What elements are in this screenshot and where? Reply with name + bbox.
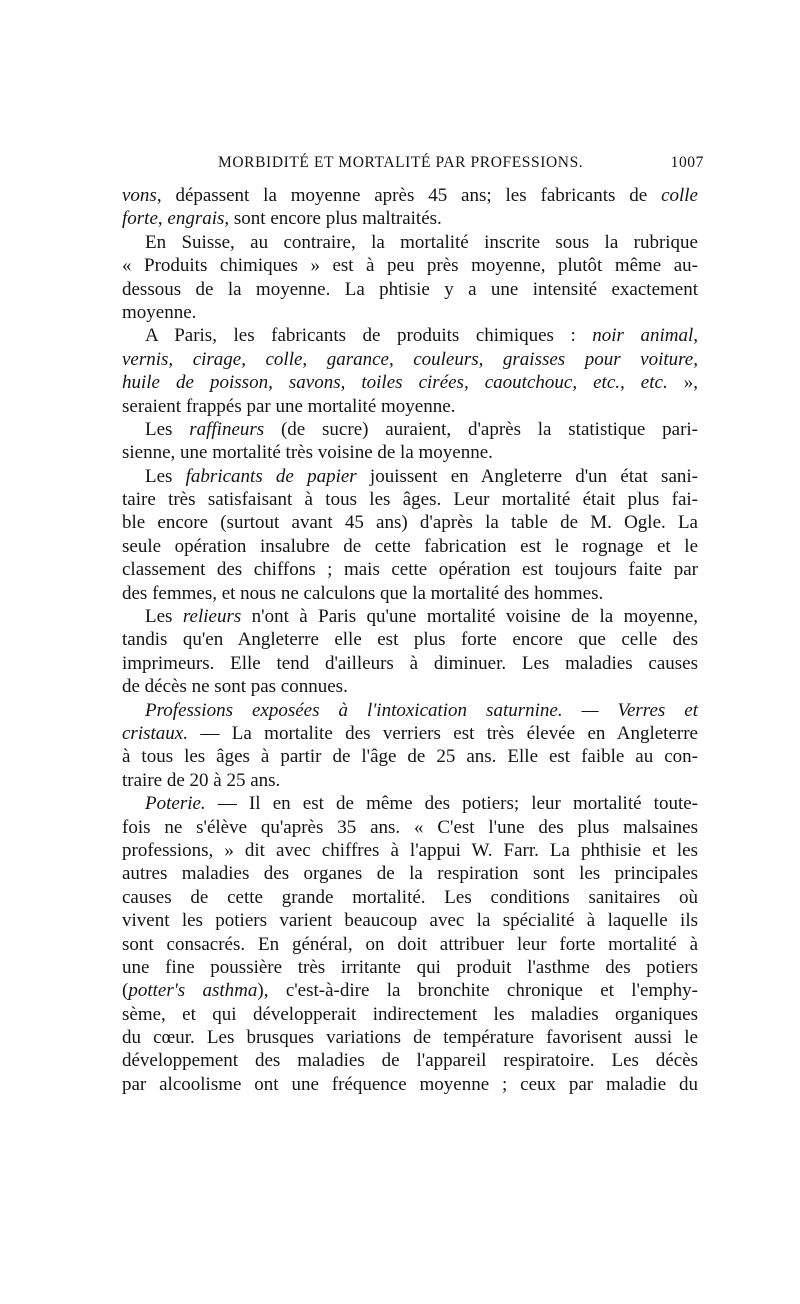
italic-text: vernis, cirage, colle, garance, couleurs, graisses pour voiture, <box>122 348 698 370</box>
text-segment: causes de cette grande mortalité. Les conditions sanitaires où <box>122 886 698 908</box>
text-line <box>122 862 698 885</box>
text-segment: Les <box>145 465 186 487</box>
text-segment: tandis qu'en Angleterre elle est plus forte encore que celle des <box>122 629 698 651</box>
text-line <box>122 909 698 932</box>
text-segment: ), c'est-à-dire la bronchite chronique et l'emphy- <box>257 980 698 1002</box>
text-segment: sienne, une mortalité très voisine de la moyenne. <box>122 442 493 464</box>
italic-text: Poterie. <box>145 793 206 815</box>
text-segment: Les <box>145 418 190 440</box>
text-segment: , dépassent la moyenne après 45 ans; les fabricants de <box>156 185 662 206</box>
text-line <box>122 348 698 371</box>
italic-text: relieurs <box>182 606 242 628</box>
running-head: MORBIDITÉ ET MORTALITÉ PAR PROFESSIONS. <box>218 154 584 171</box>
text-line <box>122 231 698 254</box>
text-line <box>122 582 698 605</box>
text-line <box>122 839 698 862</box>
text-line <box>122 722 698 745</box>
text-line <box>122 979 698 1002</box>
text-segment: A Paris, les fabricants de produits chimiques : <box>145 325 593 347</box>
text-line <box>122 254 698 277</box>
text-segment: sont consacrés. En général, on doit attribuer leur forte mortalité à <box>122 933 698 955</box>
text-segment: (de sucre) auraient, d'après la statistique pari- <box>264 418 698 440</box>
text-line <box>122 371 698 394</box>
text-segment: traire de 20 à 25 ans. <box>122 769 281 791</box>
text-line <box>122 886 698 909</box>
text-segment: Les <box>145 606 183 628</box>
text-line <box>122 558 698 581</box>
text-segment: — Il en est de même des potiers; leur mortalité toute- <box>205 793 698 815</box>
italic-text: vons <box>122 185 157 206</box>
text-line <box>122 933 698 956</box>
text-line <box>122 956 698 979</box>
text-segment: seule opération insalubre de cette fabrication est le rognage et le <box>122 535 698 557</box>
text-segment: vivent les potiers varient beaucoup avec la spécialité à laquelle ils <box>122 910 698 932</box>
text-segment: , sont encore plus maltraités. <box>224 208 442 230</box>
text-line <box>122 441 698 464</box>
text-line <box>122 278 698 301</box>
text-segment: par alcoolisme ont une fréquence moyenne ; ceux par maladie du <box>122 1073 698 1095</box>
italic-text: raffineurs <box>189 418 265 440</box>
text-segment: dessous de la moyenne. La phtisie y a une intensité exactement <box>122 278 698 300</box>
text-line <box>122 1026 698 1049</box>
text-line <box>122 1003 698 1026</box>
text-segment: En Suisse, au contraire, la mortalité inscrite sous la rubrique <box>145 231 698 253</box>
text-segment: moyenne. <box>122 301 197 323</box>
italic-text: engrais <box>167 208 225 230</box>
text-segment: une fine poussière très irritante qui produit l'asthme des potiers <box>122 956 698 978</box>
text-segment: à tous les âges à partir de l'âge de 25 ans. Elle est faible au con- <box>122 746 698 768</box>
text-line <box>122 488 698 511</box>
text-segment: développement des maladies de l'appareil respiratoire. Les décès <box>122 1050 698 1072</box>
text-line <box>122 745 698 768</box>
text-line <box>122 816 698 839</box>
text-segment: autres maladies des organes de la respiration sont les principales <box>122 863 698 885</box>
text-segment: seraient frappés par une mortalité moyenne. <box>122 395 456 417</box>
text-line <box>122 628 698 651</box>
italic-text: huile de poisson, savons, toiles cirées, caoutchouc, etc., etc. <box>122 372 668 394</box>
text-line <box>122 184 698 207</box>
italic-text: fabricants de papier <box>185 465 357 487</box>
text-segment: sème, et qui développerait indirectement les maladies organiques <box>122 1003 698 1025</box>
italic-text: potter's asthma <box>128 980 258 1002</box>
text-line <box>122 395 698 418</box>
text-line <box>122 324 698 347</box>
text-segment: imprimeurs. Elle tend d'ailleurs à diminuer. Les maladies causes <box>122 652 698 674</box>
italic-text: Professions exposées à l'intoxication saturnine. — Verres et <box>145 699 698 721</box>
text-line <box>122 792 698 815</box>
text-segment: de décès ne sont pas connues. <box>122 676 348 698</box>
text-line <box>122 1073 698 1096</box>
text-segment: des femmes, et nous ne calculons que la mortalité des hommes. <box>122 582 604 604</box>
text-segment: ( <box>122 980 129 1002</box>
text-segment: fois ne s'élève qu'après 35 ans. « C'est l'une des plus malsaines <box>122 816 698 838</box>
text-line <box>122 301 698 324</box>
text-segment: « Produits chimiques » est à peu près moyenne, plutôt même au- <box>122 255 698 277</box>
italic-text: cristaux. <box>122 722 188 744</box>
body-text <box>122 184 698 1096</box>
text-line <box>122 207 698 230</box>
text-line <box>122 605 698 628</box>
text-segment: », <box>667 372 698 394</box>
text-line <box>122 1049 698 1072</box>
italic-text: noir animal, <box>592 325 698 347</box>
text-line <box>122 652 698 675</box>
text-segment: n'ont à Paris qu'une mortalité voisine de la moyenne, <box>241 606 698 628</box>
text-line <box>122 511 698 534</box>
text-segment: du cœur. Les brusques variations de température favorisent aussi le <box>122 1027 698 1049</box>
italic-text: colle <box>661 185 698 206</box>
page-number: 1007 <box>670 154 704 171</box>
text-segment: classement des chiffons ; mais cette opération est toujours faite par <box>122 559 698 581</box>
italic-text: forte <box>122 208 158 230</box>
text-line <box>122 675 698 698</box>
text-line <box>122 535 698 558</box>
text-segment: jouissent en Angleterre d'un état sani- <box>356 465 698 487</box>
text-segment: — La mortalite des verriers est très élevée en Angleterre <box>187 722 698 744</box>
text-segment: professions, » dit avec chiffres à l'appui W. Farr. La phthisie et les <box>122 839 698 861</box>
text-line <box>122 418 698 441</box>
text-line <box>122 465 698 488</box>
text-line <box>122 699 698 722</box>
text-segment: , <box>157 208 168 230</box>
text-segment: taire très satisfaisant à tous les âges. Leur mortalité était plus fai- <box>122 489 698 511</box>
page-header <box>122 154 704 176</box>
text-segment: ble encore (surtout avant 45 ans) d'après la table de M. Ogle. La <box>122 512 698 534</box>
text-line <box>122 769 698 792</box>
